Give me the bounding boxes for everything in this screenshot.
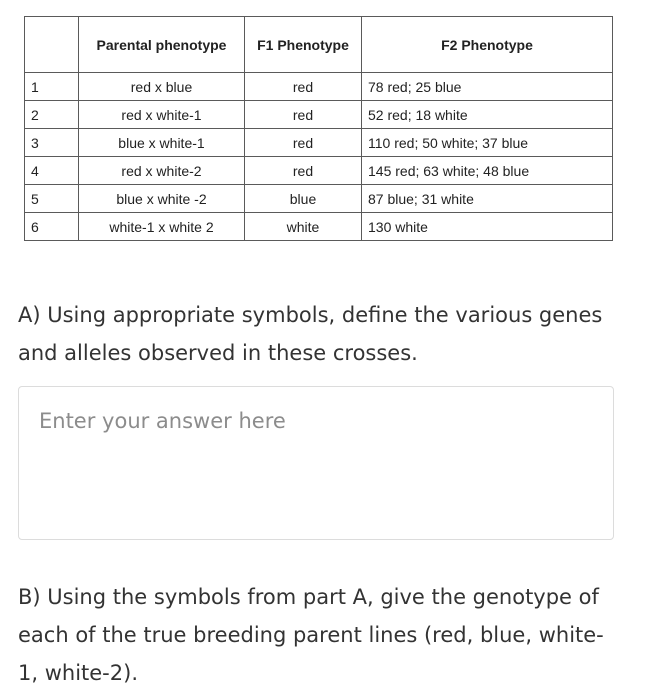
- parental-cell: white-1 x white 2: [79, 213, 245, 241]
- cross-number: 6: [25, 213, 79, 241]
- cross-number: 3: [25, 129, 79, 157]
- header-f1: F1 Phenotype: [245, 17, 362, 73]
- cross-number: 5: [25, 185, 79, 213]
- answer-box[interactable]: [18, 386, 614, 540]
- table-row: [25, 185, 613, 213]
- f1-cell: red: [245, 73, 362, 101]
- f2-cell: 52 red; 18 white: [362, 101, 613, 129]
- f2-cell: 145 red; 63 white; 48 blue: [362, 157, 613, 185]
- parental-cell: red x white-2: [79, 157, 245, 185]
- f2-cell: 130 white: [362, 213, 613, 241]
- header-parental: Parental phenotype: [79, 17, 245, 73]
- question-b-text: B) Using the symbols from part A, give the genotype of each of the true breeding parent lines (red, blue, white-1, white-2).: [18, 585, 604, 685]
- f1-cell: blue: [245, 185, 362, 213]
- header-f2: F2 Phenotype: [362, 17, 613, 73]
- f1-cell: white: [245, 213, 362, 241]
- f2-cell: 87 blue; 31 white: [362, 185, 613, 213]
- answer-input[interactable]: [19, 387, 613, 539]
- table-row: [25, 157, 613, 185]
- table-row: [25, 213, 613, 241]
- f2-cell: 78 red; 25 blue: [362, 73, 613, 101]
- table-row: [25, 73, 613, 101]
- question-a-text: A) Using appropriate symbols, define the various genes and alleles observed in these crosses.: [18, 303, 603, 365]
- parental-cell: red x blue: [79, 73, 245, 101]
- cross-number: 4: [25, 157, 79, 185]
- table-row: [25, 101, 613, 129]
- f1-cell: red: [245, 101, 362, 129]
- parental-cell: blue x white -2: [79, 185, 245, 213]
- parental-cell: red x white-1: [79, 101, 245, 129]
- f1-cell: red: [245, 157, 362, 185]
- header-number: [25, 17, 79, 73]
- cross-number: 2: [25, 101, 79, 129]
- crosses-table: [24, 16, 613, 241]
- f2-cell: 110 red; 50 white; 37 blue: [362, 129, 613, 157]
- crosses-table-container: [24, 16, 612, 241]
- table-row: [25, 129, 613, 157]
- parental-cell: blue x white-1: [79, 129, 245, 157]
- table-header-row: [25, 17, 613, 73]
- f1-cell: red: [245, 129, 362, 157]
- cross-number: 1: [25, 73, 79, 101]
